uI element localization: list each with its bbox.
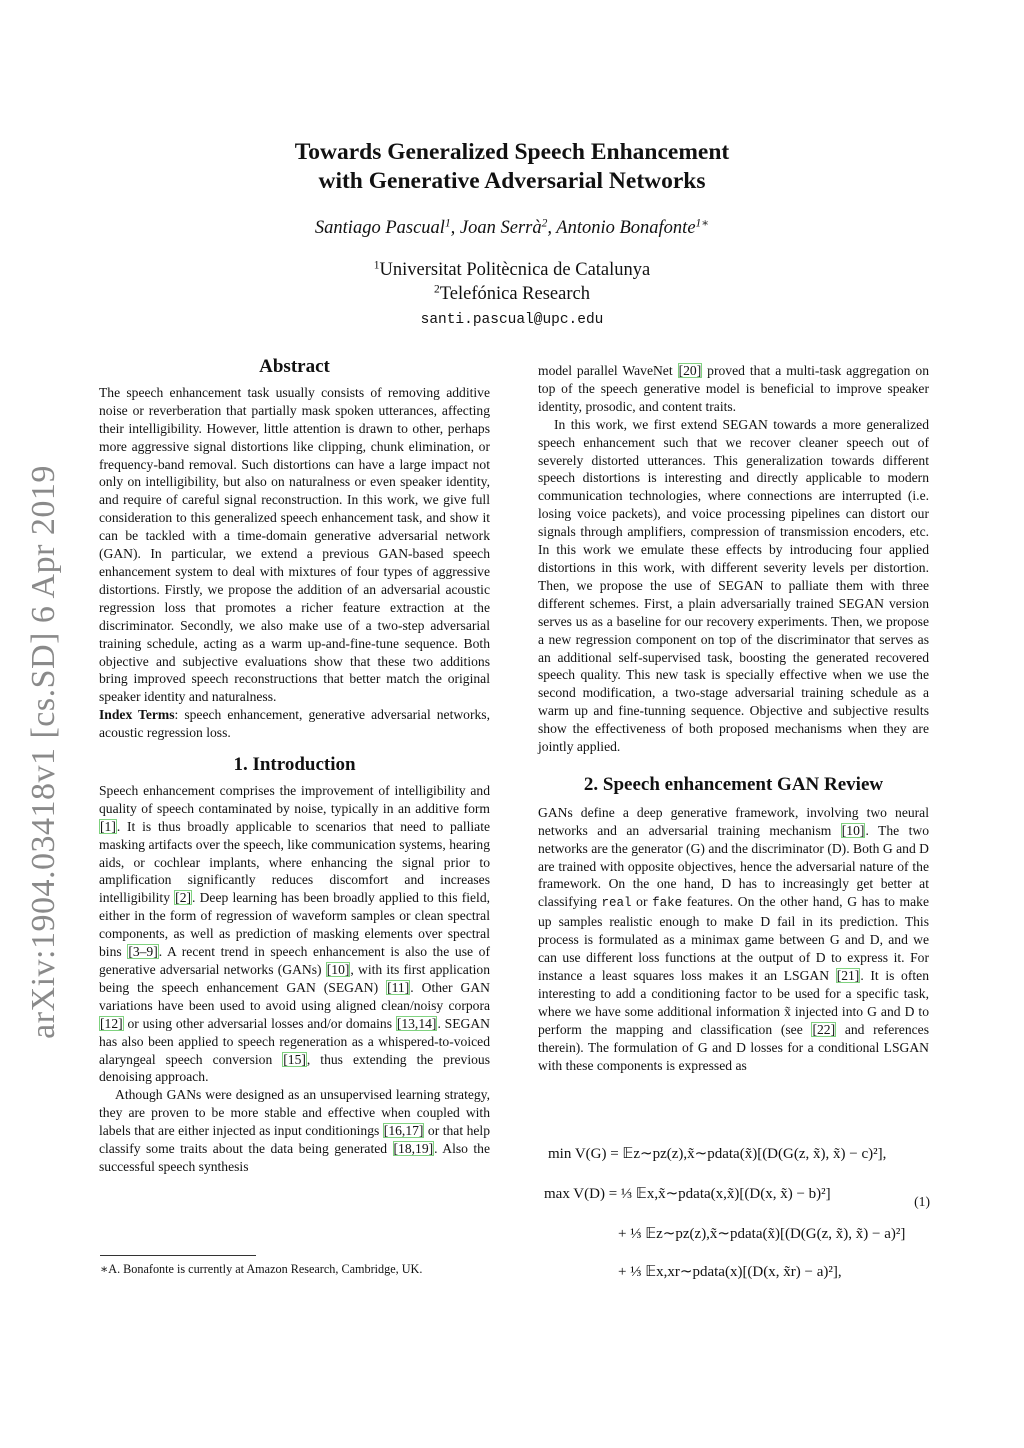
citation-link[interactable]: [10] — [841, 822, 865, 838]
right-paragraph-0: model parallel WaveNet [20] proved that a multi-task aggregation on top of the speech generative model is beneficial to improve speaker identity, prosodic, and content traits. — [538, 363, 929, 414]
contact-email[interactable]: santi.pascual@upc.edu — [420, 312, 604, 328]
citation-link[interactable]: [11] — [387, 979, 410, 995]
section-2-heading: 2. Speech enhancement GAN Review — [583, 773, 884, 795]
affiliation-1-name: Universitat Politècnica de Catalunya — [379, 260, 651, 280]
footnote-rule — [100, 1255, 256, 1256]
author-3: Antonio Bonafonte — [556, 218, 696, 238]
paper-title — [0, 138, 1024, 196]
index-terms — [99, 706, 490, 742]
affiliation-1-sup: 1 — [373, 259, 380, 272]
code-real: real — [601, 896, 632, 911]
affiliation-1 — [0, 260, 1024, 281]
author-list: Santiago Pascual$^1$, Joan Serrà$^2$, Antonio Bonafonte$^{1∗}$ — [314, 217, 710, 238]
citation-link[interactable]: [15] — [283, 1051, 306, 1067]
arxiv-id-text: arXiv:1904.03418v1 [cs.SD] 6 Apr 2019 — [25, 465, 62, 1039]
author-1-sup: 1 — [444, 217, 451, 230]
author-2-sup: 2 — [541, 217, 548, 230]
index-terms-label: Index Terms — [99, 707, 175, 723]
affiliation-2 — [0, 284, 1024, 305]
citation-link[interactable]: [21] — [836, 968, 860, 983]
citation-link[interactable]: [16,17] — [383, 1123, 424, 1139]
citation-link[interactable]: [10] — [326, 962, 350, 977]
intro-paragraph-2: Athough GANs were designed as an unsupervised learning strategy, they are proven to be more stable and effective when coupled with labels that are either injected as input conditionings [16,17] or that help classify some traits about the data being generated [18,19]. Also the successful speech synthesis — [99, 1087, 490, 1174]
citation-link[interactable]: [12] — [100, 1015, 123, 1031]
title-line-2: with Generative Adversarial Networks — [318, 168, 706, 194]
equation-row-3: + ⅓ 𝔼z∼pz(z),x̃∼pdata(x̃)[(D(G(z, x̃), x̃) − a)²] — [618, 1226, 906, 1242]
equation-row-4: + ⅓ 𝔼x,xr∼pdata(x)[(D(x, x̃r) − a)²], — [618, 1264, 842, 1280]
equation-row-1: min V(G) = 𝔼z∼pz(z),x̃∼pdata(x̃)[(D(G(z, x̃), x̃) − c)²], — [548, 1146, 887, 1162]
citation-link[interactable]: [1] — [100, 818, 116, 834]
right-column — [538, 362, 929, 1074]
affiliation-2-name: Telefónica Research — [439, 284, 590, 304]
intro-heading: 1. Introduction — [233, 754, 356, 776]
citation-link[interactable]: [20] — [678, 363, 702, 378]
abstract-text: The speech enhancement task usually consists of removing additive noise or reverberation that partially mask spoken utterances, affecting their intelligibility. However, little attention is drawn to other, perhaps more aggressive signal distortions like clipping, chunk elimination, or frequency-band removal. Such distortions can have a large impact not only on intelligibility, but also on naturalness or even speaker identity, and require of careful signal reconstruction. In this work, we give full consideration to this generalized speech enhancement task, and show it can be tackled with a time-domain generative adversarial network (GAN). In particular, we extend a previous GAN-based speech enhancement system to deal with mixtures of four types of aggressive distortions. Firstly, we propose the addition of an adversarial acoustic regression loss that promotes a richer feature extraction at the discriminator. Secondly, we also make use of a two-step adversarial training schedule, acting as a warm up-and-fine-tune sequence. Both objective and subjective evaluations show that these two additions bring improved speech reconstructions that better match the original speaker identity and naturalness. — [99, 384, 490, 705]
equation-row-2: max V(D) = ⅓ 𝔼x,x̃∼pdata(x,x̃)[(D(x, x̃) − b)²] — [544, 1186, 831, 1202]
arxiv-sidebar-stamp — [18, 452, 70, 1052]
equation-number: (1) — [914, 1194, 930, 1209]
citation-link[interactable]: [13,14] — [396, 1015, 437, 1031]
citation-link[interactable]: [22] — [812, 1021, 836, 1037]
author-2: Joan Serrà — [459, 218, 542, 238]
citation-link[interactable]: [3–9] — [128, 944, 158, 960]
author-1: Santiago Pascual — [314, 218, 445, 238]
section-2-paragraph: GANs define a deep generative framework, involving two neural networks and an adversarial training mechanism [10]. The two networks are the generator (G) and the discriminator (D). Both G and D are trained with opposite objectives, hence the adversarial nature of the framework. On the one hand, D has to increasingly get better at classifying real or fake features. On the other hand, G has to make up samples realistic enough to make D fail in its prediction. This process is formulated as a minimax game between G and D, and we can use different loss functions at the output of D to express it. For instance a least squares loss makes it an LSGAN [21]. It is often interesting to add a conditioning factor to be used for a specific task, where we have some additional information x̃ injected into G and D to perform the mapping and classification (see [22] and references therein). The formulation of G and D losses for a conditional LSGAN with these components is expressed as — [538, 804, 930, 1073]
left-column — [99, 358, 490, 1176]
equation-1 — [540, 1138, 930, 1288]
citation-link[interactable]: [2] — [175, 890, 192, 906]
footnote: ∗A. Bonafonte is currently at Amazon Research, Cambridge, UK. — [100, 1262, 423, 1276]
code-fake: fake — [652, 896, 683, 911]
affiliation-2-sup: 2 — [434, 283, 440, 296]
index-terms-text: : speech enhancement, generative adversarial networks, acoustic regression loss. — [99, 707, 490, 741]
citation-link[interactable]: [18,19] — [393, 1141, 434, 1157]
author-3-sup: 1∗ — [695, 217, 710, 230]
right-paragraph-1: In this work, we first extend SEGAN towards a more generalized speech enhancement such that we recover cleaner speech out of severely distorted utterances. This generalization towards different speech distortions is interesting and directly applicable to modern communication technologies, where connections are interrupted (i.e. losing voice packets), and voice processing pipelines can distort our signals through amplifiers, compression of transmission encoders, etc. In this work we emulate these effects by introducing four applied distortions in this work, with different severity levels per distortion. Then, we propose the use of SEGAN to palliate them with three different schemes. First, a plain adversarially trained SEGAN version serves us as a baseline for our recovery experiments. Then, we propose a new regression component on top of the discriminator that serves as an additional self-supervised task, boosting the generated recovered speech quality. This new task is specially effective when we use the second modification, a two-stage adversarial training schedule as a warm up and fine-tunning sequence. Objective and subjective results show the effectiveness of both proposed mechanisms when they are jointly applied. — [538, 416, 929, 755]
abstract-heading: Abstract — [259, 356, 330, 377]
title-line-1: Towards Generalized Speech Enhancement — [294, 139, 730, 165]
intro-paragraph-1: Speech enhancement comprises the improvement of intelligibility and quality of speech contaminated by noise, typically in an additive form [1]. It is thus broadly applicable to scenarios that need to palliate masking artifacts over the speech, like communication systems, hearing aids, or cochlear implants, where enhancing the signal prior to amplification significantly reduces discomfort and increases intelligibility [2]. Deep learning has been broadly applied to this field, either in the form of regression of waveform samples or clean spectral components, as well as prediction of masking elements over spectral bins [3–9]. A recent trend in speech enhancement is also the use of generative adversarial networks (GANs) [10], with its first application being the speech enhancement GAN (SEGAN) [11]. Other GAN variations have been used to avoid using aligned clean/noisy corpora [12] or using other adversarial losses and/or domains [13,14]. SEGAN has also been applied to speech regeneration as a whispered-to-voiced alaryngeal speech conversion [15], thus extending the previous denoising approach. — [99, 782, 491, 1085]
